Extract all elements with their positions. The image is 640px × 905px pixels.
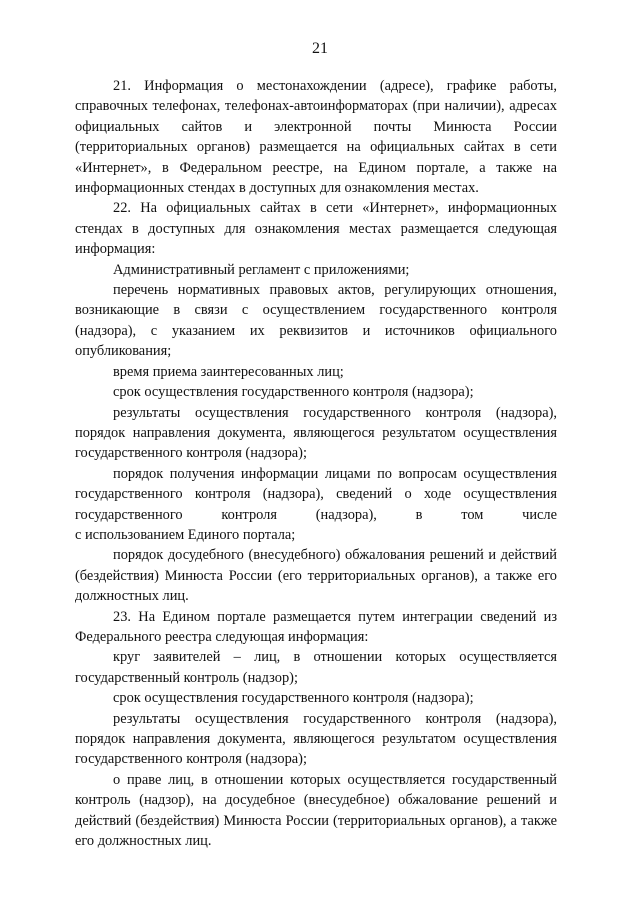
list-item-info-procedure: порядок получения информации лицами по вопросам осуществления государственного контроля (надзора), сведений о ходе осуществления государственного контроля (надзора), в том числе <box>75 465 557 523</box>
list-item-appeal-right: о праве лиц, в отношении которых осуществляется государственный контроль (надзор), на досудебное (внесудебное) обжалование решений и действий (бездействия) Минюста России (территориальных органов), а также его должностных лиц. <box>75 771 557 850</box>
list-item-legal-acts: перечень нормативных правовых актов, регулирующих отношения, возникающие в связи с осуществлением государственного контроля (надзора), с указанием их реквизитов и источников официального опубликования; <box>75 282 557 360</box>
document-body <box>75 76 557 851</box>
list-item-appeal-procedure: порядок досудебного (внесудебного) обжалования решений и действий (бездействия) Минюста России (его территориальных органов), а также его должностных лиц. <box>75 547 557 605</box>
list-item-applicants: круг заявителей – лиц, в отношении которых осуществляется государственный контроль (надзор); <box>75 649 557 686</box>
paragraph-22: 22. На официальных сайтах в сети «Интернет», информационных стендах в доступных для ознакомления местах размещается следующая информация: <box>75 200 557 258</box>
list-item-control-results-2: результаты осуществления государственного контроля (надзора), порядок направления документа, являющегося результатом осуществления государственного контроля (надзора); <box>75 710 557 768</box>
paragraph-23: 23. На Едином портале размещается путем интеграции сведений из Федерального реестра следующая информация: <box>75 608 557 645</box>
paragraph-21: 21. Информация о местонахождении (адресе), графике работы, справочных телефонах, телефонах-автоинформаторах (при наличии), адресах официальных сайтов и электронной почты Минюста России (территориальных органов) размещается на официальных сайтах в сети «Интернет», в Федеральном реестре, на Едином портале, а также на информационных стендах в доступных для ознакомления местах. <box>75 78 557 197</box>
page-number: 21 <box>312 40 328 57</box>
list-item-info-procedure-cont: с использованием Единого портала; <box>75 526 296 543</box>
list-item-control-term-2: срок осуществления государственного контроля (надзора); <box>113 690 474 707</box>
list-item-reception-time: время приема заинтересованных лиц; <box>113 363 344 380</box>
list-item-control-results: результаты осуществления государственного контроля (надзора), порядок направления документа, являющегося результатом осуществления государственного контроля (надзора); <box>75 404 557 462</box>
list-item-control-term: срок осуществления государственного контроля (надзора); <box>113 384 474 401</box>
list-item-admin-regulation: Административный регламент с приложениями; <box>113 261 410 278</box>
